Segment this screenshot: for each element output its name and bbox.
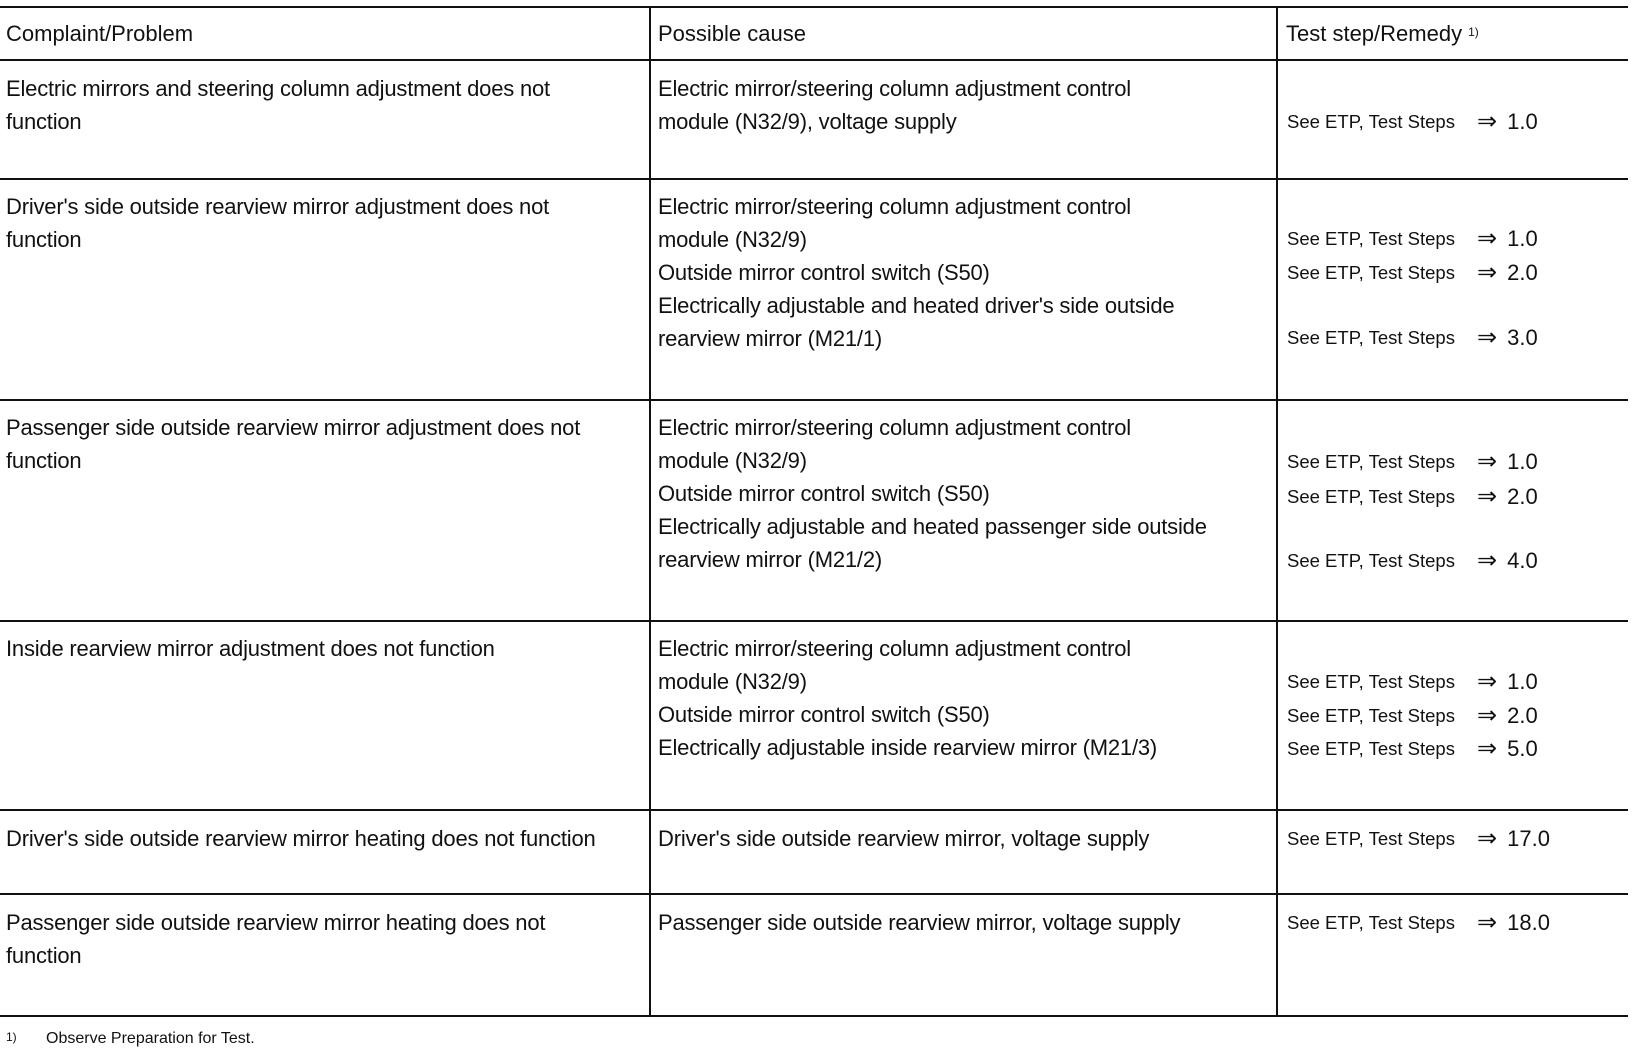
right-arrow-icon: ⇒	[1477, 702, 1498, 729]
right-arrow-icon: ⇒	[1477, 324, 1498, 351]
header-rule	[0, 59, 1628, 61]
row-rule	[0, 893, 1628, 895]
cause-line: Electric mirror/steering column adjustment control	[658, 636, 1131, 661]
cause-line: rearview mirror (M21/1)	[658, 326, 882, 351]
cause-cell	[658, 72, 1131, 138]
complaint-line: Driver's side outside rearview mirror heating does not function	[6, 826, 596, 851]
right-arrow-icon: ⇒	[1477, 259, 1498, 286]
complaint-cell	[6, 822, 596, 855]
right-arrow-icon: ⇒	[1477, 483, 1498, 510]
complaint-line: Passenger side outside rearview mirror adjustment does not	[6, 415, 581, 440]
complaint-cell	[6, 906, 545, 972]
cause-line: Passenger side outside rearview mirror, voltage supply	[658, 910, 1181, 935]
right-arrow-icon: ⇒	[1477, 909, 1498, 936]
remedy-step: 3.0	[1507, 324, 1538, 350]
remedy-label: See ETP, Test Steps	[1287, 737, 1455, 759]
complaint-line: function	[6, 943, 82, 968]
complaint-line: Electric mirrors and steering column adjustment does not	[6, 76, 550, 101]
header-cause: Possible cause	[658, 21, 806, 46]
remedy-step: 1.0	[1507, 108, 1538, 134]
cause-line: module (N32/9)	[658, 669, 807, 694]
remedy-step: 1.0	[1507, 448, 1538, 474]
remedy-item	[1287, 732, 1538, 765]
cause-line: rearview mirror (M21/2)	[658, 547, 882, 572]
header-remedy-label: Test step/Remedy	[1286, 21, 1463, 46]
right-arrow-icon: ⇒	[1477, 448, 1498, 475]
remedy-label: See ETP, Test Steps	[1287, 704, 1455, 726]
cause-line: Outside mirror control switch (S50)	[658, 702, 990, 727]
right-arrow-icon: ⇒	[1477, 225, 1498, 252]
remedy-label: See ETP, Test Steps	[1287, 549, 1455, 571]
cause-cell	[658, 190, 1174, 355]
cause-line: Driver's side outside rearview mirror, voltage supply	[658, 826, 1150, 851]
complaint-line: function	[6, 109, 82, 134]
row-rule	[0, 620, 1628, 622]
footnote-text: Observe Preparation for Test.	[46, 1030, 255, 1047]
remedy-item	[1287, 822, 1550, 855]
column-rule	[649, 6, 651, 1017]
remedy-label: See ETP, Test Steps	[1287, 670, 1455, 692]
cause-line: module (N32/9)	[658, 227, 807, 252]
header-remedy	[1286, 20, 1479, 48]
remedy-item	[1287, 906, 1550, 939]
cause-cell	[658, 632, 1157, 764]
complaint-line: function	[6, 448, 82, 473]
cause-line: Electric mirror/steering column adjustment control	[658, 415, 1131, 440]
remedy-label: See ETP, Test Steps	[1287, 261, 1455, 283]
cause-line: Outside mirror control switch (S50)	[658, 481, 990, 506]
remedy-step: 4.0	[1507, 547, 1538, 573]
complaint-line: Driver's side outside rearview mirror adjustment does not	[6, 194, 550, 219]
remedy-step: 17.0	[1507, 825, 1550, 851]
remedy-step: 2.0	[1507, 483, 1538, 509]
remedy-item	[1287, 445, 1538, 478]
remedy-item	[1287, 544, 1538, 577]
remedy-item	[1287, 480, 1538, 513]
remedy-step: 18.0	[1507, 909, 1550, 935]
row-rule	[0, 809, 1628, 811]
right-arrow-icon: ⇒	[1477, 735, 1498, 762]
column-rule	[1276, 6, 1278, 1017]
remedy-step: 1.0	[1507, 668, 1538, 694]
remedy-step: 2.0	[1507, 259, 1538, 285]
remedy-label: See ETP, Test Steps	[1287, 326, 1455, 348]
cause-line: Outside mirror control switch (S50)	[658, 260, 990, 285]
remedy-item	[1287, 699, 1538, 732]
complaint-line: Inside rearview mirror adjustment does not function	[6, 636, 495, 661]
cause-cell	[658, 906, 1180, 939]
complaint-line: function	[6, 227, 82, 252]
table-top-rule	[0, 6, 1628, 8]
complaint-cell	[6, 632, 495, 665]
remedy-item	[1287, 105, 1538, 138]
complaint-cell	[6, 72, 550, 138]
remedy-label: See ETP, Test Steps	[1287, 227, 1455, 249]
footnote-marker: 1)	[6, 1030, 17, 1044]
complaint-line: Passenger side outside rearview mirror heating does not	[6, 910, 546, 935]
complaint-cell	[6, 411, 580, 477]
cause-line: Electrically adjustable and heated driver's side outside	[658, 293, 1175, 318]
cause-line: module (N32/9), voltage supply	[658, 109, 957, 134]
table-bottom-rule	[0, 1015, 1628, 1017]
right-arrow-icon: ⇒	[1477, 825, 1498, 852]
right-arrow-icon: ⇒	[1477, 668, 1498, 695]
cause-line: Electrically adjustable inside rearview mirror (M21/3)	[658, 735, 1158, 760]
cause-cell	[658, 822, 1149, 855]
cause-cell	[658, 411, 1207, 576]
remedy-label: See ETP, Test Steps	[1287, 110, 1455, 132]
footnote	[6, 1030, 255, 1048]
remedy-label: See ETP, Test Steps	[1287, 827, 1455, 849]
row-rule	[0, 399, 1628, 401]
footnote-reference: 1)	[1468, 25, 1479, 39]
header-complaint: Complaint/Problem	[6, 21, 194, 46]
remedy-item	[1287, 665, 1538, 698]
remedy-step: 1.0	[1507, 225, 1538, 251]
remedy-item	[1287, 222, 1538, 255]
cause-line: module (N32/9)	[658, 448, 807, 473]
right-arrow-icon: ⇒	[1477, 108, 1498, 135]
remedy-label: See ETP, Test Steps	[1287, 911, 1455, 933]
remedy-step: 2.0	[1507, 702, 1538, 728]
remedy-item	[1287, 321, 1538, 354]
cause-line: Electric mirror/steering column adjustment control	[658, 76, 1131, 101]
remedy-item	[1287, 256, 1538, 289]
right-arrow-icon: ⇒	[1477, 547, 1498, 574]
remedy-label: See ETP, Test Steps	[1287, 450, 1455, 472]
cause-line: Electrically adjustable and heated passenger side outside	[658, 514, 1207, 539]
row-rule	[0, 178, 1628, 180]
cause-line: Electric mirror/steering column adjustment control	[658, 194, 1131, 219]
complaint-cell	[6, 190, 549, 256]
remedy-step: 5.0	[1507, 735, 1538, 761]
remedy-label: See ETP, Test Steps	[1287, 485, 1455, 507]
